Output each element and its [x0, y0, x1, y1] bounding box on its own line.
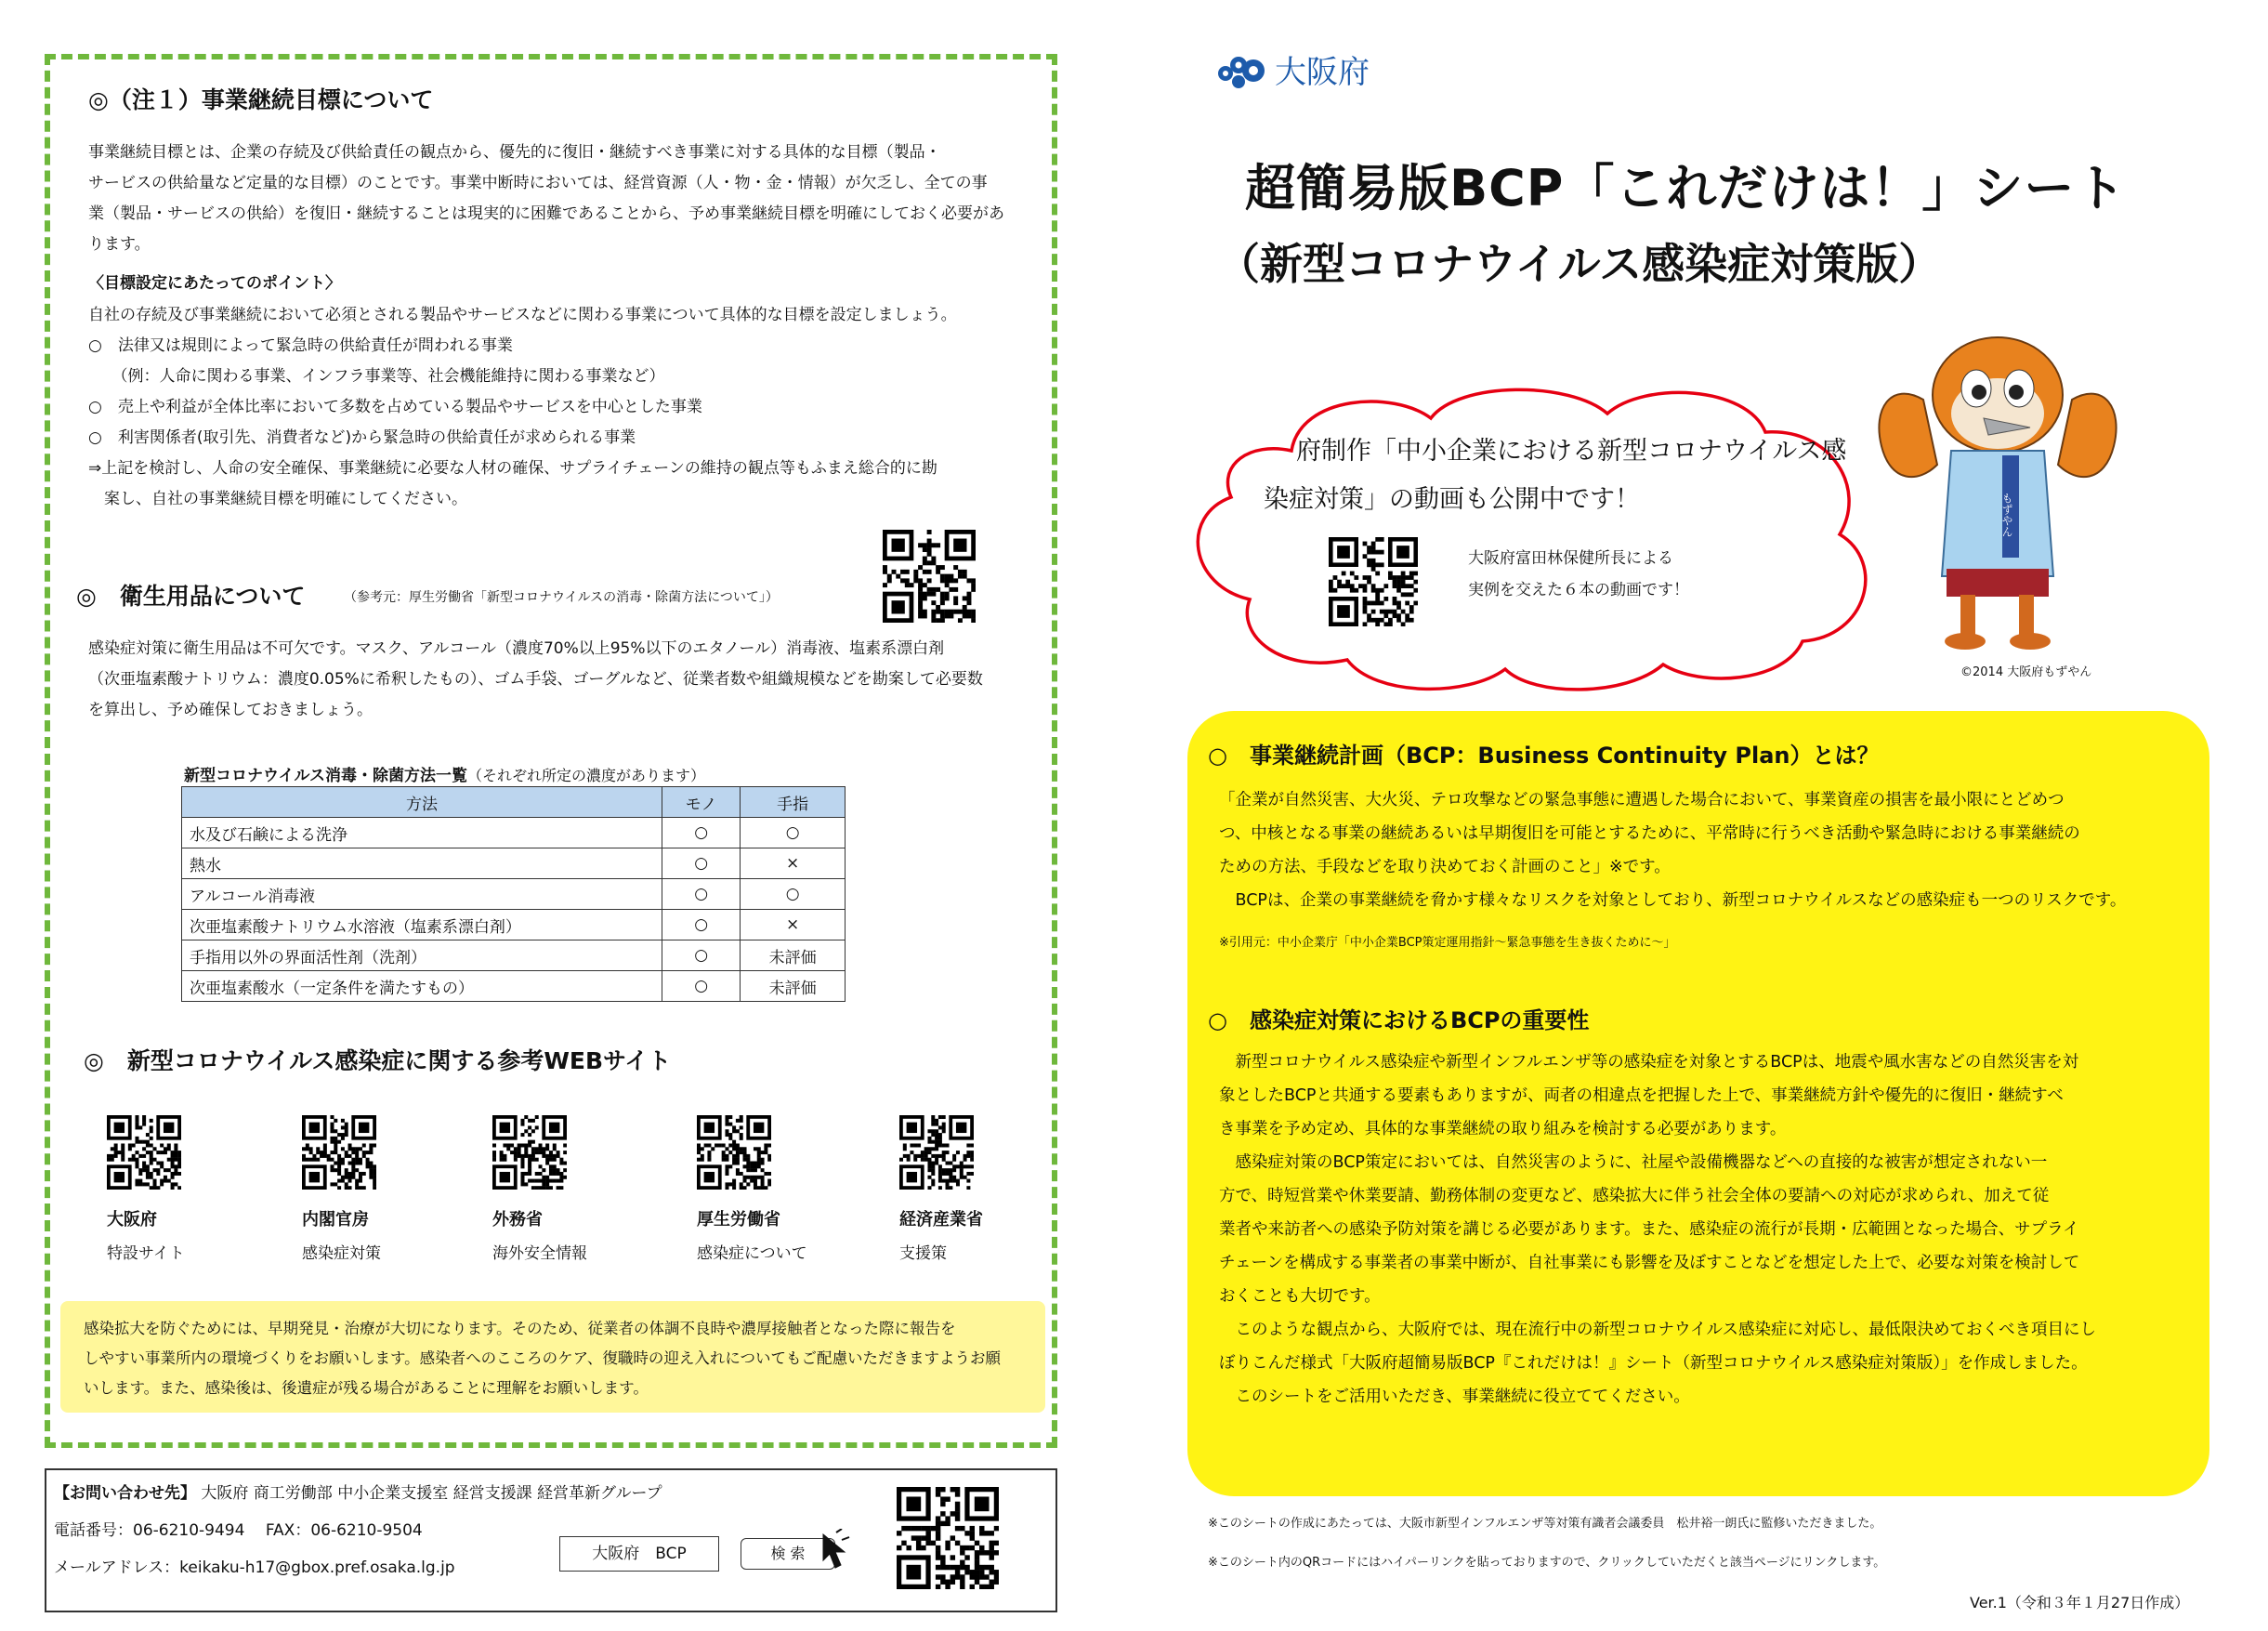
goal-line: サービスの供給量など定量的な目標）のことです。事業中断時においては、経営資源（人・物・金・情報）が欠乏し、全ての事 — [88, 174, 988, 192]
fingers-cell: ○ — [741, 818, 846, 848]
site-cabinet[interactable] — [302, 1115, 423, 1263]
site-org: 内閣官房 — [302, 1210, 369, 1230]
points-heading: 〈目標設定にあたってのポイント〉 — [88, 274, 341, 293]
object-cell: ○ — [662, 910, 741, 940]
search-query-box: 大阪府 BCP — [559, 1536, 719, 1572]
site-org: 経済産業省 — [899, 1210, 983, 1230]
qr-code-contact[interactable] — [897, 1487, 999, 1589]
hygiene-heading: ◎ 衛生用品について — [76, 583, 306, 610]
bcp-line: 「企業が自然災害、大火災、テロ攻撃などの緊急事態に遭遇した場合において、事業資産の損害を最小限にとどめつ — [1219, 791, 2065, 809]
table-row — [182, 848, 846, 879]
contact-label: 【お問い合わせ先】 — [54, 1484, 196, 1503]
search-button[interactable]: 検 索 — [741, 1538, 835, 1570]
goal-text — [88, 138, 1036, 260]
bcp-line: BCPは、企業の事業継続を脅かす様々なリスクを対象としており、新型コロナウイルスなどの感染症も一つのリスクです。 — [1219, 891, 2127, 910]
bcp-citation: ※引用元：中小企業庁「中小企業BCP策定運用指針～緊急事態を生き抜くために～」 — [1219, 936, 1676, 950]
infection-note — [60, 1301, 1045, 1413]
mascot-credit: ©2014 大阪府もずやん — [1960, 665, 2092, 679]
web-heading: ◎ 新型コロナウイルス感染症に関する参考WEBサイト — [84, 1047, 672, 1074]
bcp-line: つ、中核となる事業の継続あるいは早期復旧を可能とするために、平常時に行うべき活動や緊急時における事業継続の — [1219, 824, 2080, 843]
points-list — [88, 300, 1036, 515]
cloud-line: 染症対策」の動画も公開中です！ — [1264, 485, 1640, 514]
importance-line: このような観点から、大阪府では、現在流行中の新型コロナウイルス感染症に対応し、最低限決めておくべき項目にし — [1219, 1321, 2096, 1339]
importance-line: 感染症対策のBCP策定においては、自然災害のように、社屋や設備機器などへの直接的な被害が想定されない一 — [1219, 1153, 2048, 1172]
site-desc: 特設サイト — [107, 1244, 185, 1263]
table-title: 新型コロナウイルス消毒・除菌方法一覧 — [184, 767, 467, 785]
importance-text — [1219, 1046, 2204, 1414]
cursor-hand-icon — [818, 1529, 855, 1575]
table-row — [182, 940, 846, 971]
site-desc: 感染症対策 — [302, 1244, 381, 1263]
contact-email[interactable]: メールアドレス：keikaku-h17@gbox.pref.osaka.lg.jp — [54, 1559, 455, 1577]
table-row — [182, 910, 846, 940]
goal-line: 業（製品・サービスの供給）を復旧・継続することは現実的に困難であることから、予め事業継続目標を明確にしておく必要があ — [88, 204, 1004, 223]
object-cell: ○ — [662, 848, 741, 879]
cloud-small-text — [1468, 543, 1689, 606]
point-item: ⇒上記を検討し、人命の安全確保、事業継続に必要な人材の確保、サプライチェーンの維持の観点等もふまえ総合的に勘 — [88, 459, 937, 478]
qr-code-mhlw[interactable] — [697, 1115, 771, 1190]
footnote: ※このシートの作成にあたっては、大阪市新型インフルエンザ等対策有識者会議委員 松井裕一朗氏に監修いただきました。 — [1208, 1517, 1882, 1531]
importance-line: チェーンを構成する事業者の事業中断が、自社事業にも影響を及ぼすことなどを想定した上で、必要な対策を検討して — [1219, 1254, 2080, 1272]
site-org: 外務省 — [492, 1210, 543, 1230]
importance-line: おくことも大切です。 — [1219, 1287, 1381, 1306]
cloud-message — [1264, 427, 1847, 524]
importance-line: ぼりこんだ様式「大阪府超簡易版BCP『これだけは！』シート（新型コロナウイルス感染症対策版）」を作成しました。 — [1219, 1354, 2088, 1373]
method-cell: アルコール消毒液 — [182, 879, 662, 910]
bcp-text — [1219, 783, 2204, 917]
method-cell: 手指用以外の界面活性剤（洗剤） — [182, 940, 662, 971]
mozuyan-mascot — [1872, 325, 2123, 660]
table-row — [182, 818, 846, 848]
main-subtitle: （新型コロナウイルス感染症対策版） — [1217, 239, 1942, 289]
point-item: ○ 法律又は規則によって緊急時の供給責任が問われる事業 — [88, 336, 513, 355]
fingers-cell: × — [741, 910, 846, 940]
site-meti[interactable] — [899, 1115, 1039, 1263]
qr-code-cabinet[interactable] — [302, 1115, 376, 1190]
contact-dept: 大阪府 商工労働部 中小企業支援室 経営支援課 経営革新グループ — [201, 1484, 662, 1503]
osaka-logo — [1217, 46, 1370, 92]
main-title: 超簡易版BCP「これだけは！」シート — [1245, 159, 2127, 217]
goal-heading: ◎（注１）事業継続目標について — [88, 86, 434, 113]
col-header-fingers: 手指 — [741, 787, 846, 818]
table-row — [182, 971, 846, 1002]
importance-line: き事業を予め定め、具体的な事業継続の取り組みを検討する必要があります。 — [1219, 1120, 1787, 1138]
cloud-small-line: 実例を交えた６本の動画です！ — [1468, 581, 1689, 599]
method-cell: 次亜塩素酸水（一定条件を満たすもの） — [182, 971, 662, 1002]
footnote: ※このシート内のQRコードにはハイパーリンクを貼っておりますので、クリックしていただくと該当ページにリンクします。 — [1208, 1556, 1886, 1570]
point-item: 案し、自社の事業継続目標を明確にしてください。 — [88, 490, 467, 508]
fingers-cell: 未評価 — [741, 940, 846, 971]
site-org: 大阪府 — [107, 1210, 157, 1230]
qr-code-video[interactable] — [1329, 537, 1418, 626]
cloud-line: 府制作「中小企業における新型コロナウイルス感 — [1296, 437, 1847, 466]
contact-phone: 電話番号：06-6210-9494 FAX：06-6210-9504 — [54, 1521, 423, 1540]
point-item: ○ 利害関係者(取引先、消費者など)から緊急時の供給責任が求められる事業 — [88, 428, 636, 447]
qr-code-mofa[interactable] — [492, 1115, 567, 1190]
hygiene-line: を算出し、予め確保しておきましょう。 — [88, 701, 373, 719]
qr-code-hygiene[interactable] — [883, 530, 976, 623]
mascot-sash-text: もずやん — [2000, 493, 2013, 537]
importance-heading: ○ 感染症対策におけるBCPの重要性 — [1208, 1007, 1590, 1033]
importance-line: 方で、時短営業や休業要請、勤務体制の変更など、感染拡大に伴う社会全体の要請への対応が求められ、加えて従 — [1219, 1187, 2050, 1205]
importance-line: 業者や来訪者への感染予防対策を講じる必要があります。また、感染症の流行が長期・広範囲となった場合、サプライ — [1219, 1220, 2079, 1239]
bcp-line: ための方法、手段などを取り決めておく計画のこと」※です。 — [1219, 858, 1671, 876]
table-header-row — [182, 787, 846, 818]
point-item: （例：人命に関わる事業、インフラ事業等、社会機能維持に関わる事業など） — [88, 367, 665, 386]
col-header-method: 方法 — [182, 787, 662, 818]
goal-line: 事業継続目標とは、企業の存続及び供給責任の観点から、優先的に復旧・継続すべき事業に対する具体的な目標（製品・ — [88, 143, 941, 162]
object-cell: ○ — [662, 971, 741, 1002]
fingers-cell: × — [741, 848, 846, 879]
qr-code-osaka[interactable] — [107, 1115, 181, 1190]
site-mofa[interactable] — [492, 1115, 632, 1263]
hygiene-text — [88, 634, 1045, 726]
point-item: 自社の存続及び事業継続において必須とされる製品やサービスなどに関わる事業について具体的な目標を設定しましょう。 — [88, 306, 957, 324]
site-desc: 感染症について — [697, 1244, 807, 1263]
site-desc: 海外安全情報 — [492, 1244, 587, 1263]
contact-line — [54, 1480, 662, 1503]
table-caption — [184, 762, 705, 785]
site-desc: 支援策 — [899, 1244, 947, 1263]
object-cell: ○ — [662, 940, 741, 971]
fingers-cell: 未評価 — [741, 971, 846, 1002]
table-note: （それぞれ所定の濃度があります） — [466, 767, 705, 784]
cloud-small-line: 大阪府富田林保健所長による — [1468, 549, 1673, 568]
bcp-heading: ○ 事業継続計画（BCP：Business Continuity Plan）とは？ — [1208, 743, 1880, 769]
fingers-cell: ○ — [741, 879, 846, 910]
hygiene-line: （次亜塩素酸ナトリウム：濃度0.05%に希釈したもの）、ゴム手袋、ゴーグルなど、従業者数や組織規模などを勘案して必要数 — [88, 670, 983, 689]
osaka-emblem-icon — [1217, 50, 1269, 89]
importance-line: このシートをご活用いただき、事業継続に役立ててください。 — [1219, 1388, 1690, 1406]
importance-line: 象としたBCPと共通する要素もありますが、両者の相違点を把握した上で、事業継続方針や優先的に復旧・継続すべ — [1219, 1086, 2064, 1105]
object-cell: ○ — [662, 818, 741, 848]
logo-text: 大阪府 — [1275, 54, 1370, 91]
object-cell: ○ — [662, 879, 741, 910]
site-org: 厚生労働省 — [697, 1210, 780, 1230]
version-label: Ver.1（令和３年１月27日作成） — [1970, 1594, 2190, 1611]
col-header-object: モノ — [662, 787, 741, 818]
note-line: しやすい事業所内の環境づくりをお願いします。感染者へのこころのケア、復職時の迎え入れについてもご配慮いただきますようお願 — [84, 1349, 1002, 1367]
hygiene-line: 感染症対策に衛生用品は不可欠です。マスク、アルコール（濃度70%以上95%以下のエタノール）消毒液、塩素系漂白剤 — [88, 639, 945, 658]
goal-line: ります。 — [88, 235, 151, 254]
table-row — [182, 879, 846, 910]
disinfection-table — [181, 786, 846, 1002]
method-cell: 熱水 — [182, 848, 662, 879]
hygiene-ref: （参考元：厚生労働省「新型コロナウイルスの消毒・除菌方法について」） — [344, 590, 779, 605]
site-osaka[interactable] — [107, 1115, 228, 1263]
method-cell: 次亜塩素酸ナトリウム水溶液（塩素系漂白剤） — [182, 910, 662, 940]
importance-line: 新型コロナウイルス感染症や新型インフルエンザ等の感染症を対象とするBCPは、地震や風水害などの自然災害を対 — [1219, 1053, 2079, 1072]
video-cloud-bubble — [1180, 376, 1886, 692]
point-item: ○ 売上や利益が全体比率において多数を占めている製品やサービスを中心とした事業 — [88, 398, 702, 416]
note-line: 感染拡大を防ぐためには、早期発見・治療が大切になります。そのため、従業者の体調不良時や濃厚接触者となった際に報告を — [84, 1320, 956, 1337]
method-cell: 水及び石鹸による洗浄 — [182, 818, 662, 848]
note-line: いします。また、感染後は、後遺症が残る場合があることに理解をお願いします。 — [84, 1379, 649, 1397]
site-mhlw[interactable] — [697, 1115, 836, 1263]
qr-code-meti[interactable] — [899, 1115, 974, 1190]
